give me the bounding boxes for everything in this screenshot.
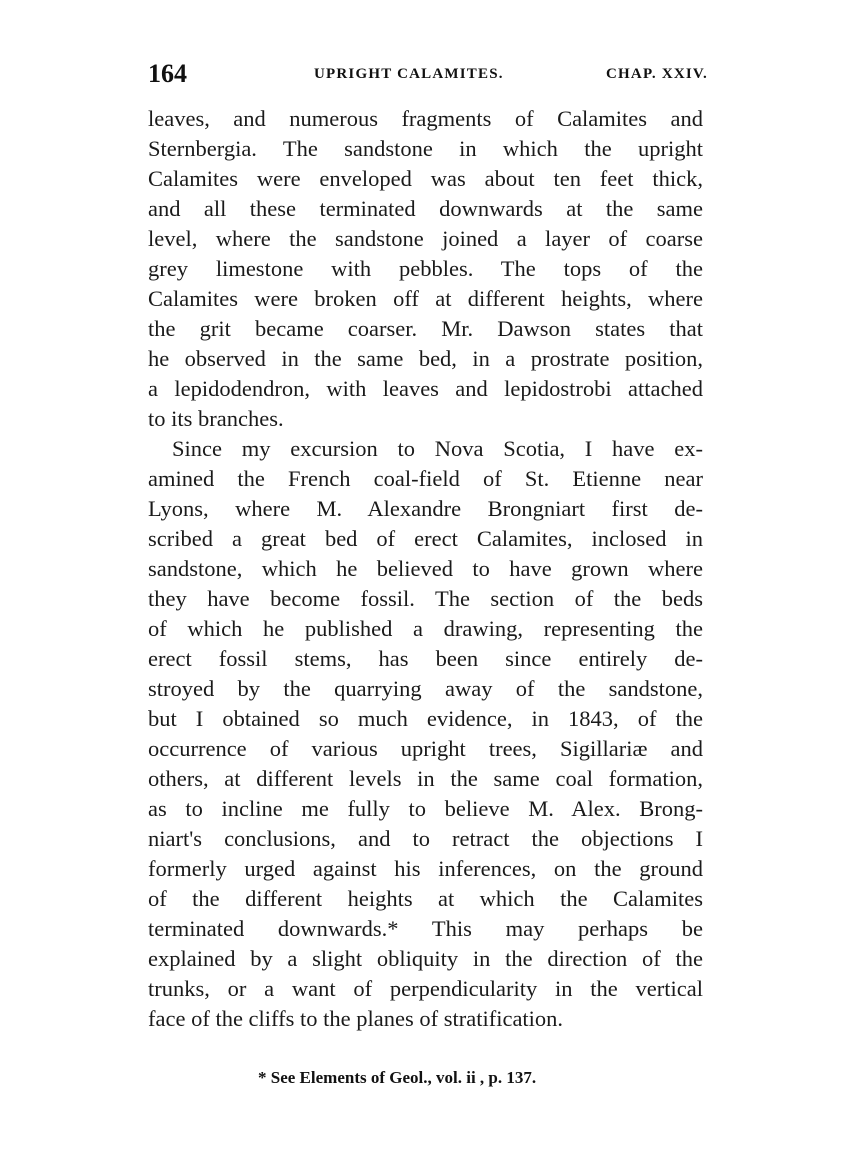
text-line: but I obtained so much evidence, in 1843, of the xyxy=(148,706,703,731)
text-line: level, where the sandstone joined a layer of coarse xyxy=(148,226,703,251)
text-line: as to incline me fully to believe M. Alex. Brong- xyxy=(148,796,703,821)
text-line: sandstone, which he believed to have grown where xyxy=(148,556,703,581)
text-line: scribed a great bed of erect Calamites, inclosed in xyxy=(148,526,703,551)
paragraph-start-line: Since my excursion to Nova Scotia, I have ex- xyxy=(172,436,703,461)
running-title: UPRIGHT CALAMITES. xyxy=(314,66,504,82)
paragraph-end-line: face of the cliffs to the planes of stratification. xyxy=(148,1006,564,1031)
text-line: Calamites were broken off at different heights, where xyxy=(148,286,703,311)
text-line: Lyons, where M. Alexandre Brongniart first de- xyxy=(148,496,703,521)
text-line: he observed in the same bed, in a prostrate position, xyxy=(148,346,703,371)
text-line: erect fossil stems, has been since entirely de- xyxy=(148,646,703,671)
text-line: amined the French coal-field of St. Etienne near xyxy=(148,466,703,491)
text-line: explained by a slight obliquity in the direction of the xyxy=(148,946,703,971)
text-line: of the different heights at which the Calamites xyxy=(148,886,703,911)
text-line: terminated downwards.* This may perhaps be xyxy=(148,916,703,941)
text-line: stroyed by the quarrying away of the sandstone, xyxy=(148,676,703,701)
text-line: niart's conclusions, and to retract the objections I xyxy=(148,826,703,851)
text-line: others, at different levels in the same coal formation, xyxy=(148,766,703,791)
running-head xyxy=(148,56,708,92)
body-text xyxy=(148,104,703,1034)
text-line: occurrence of various upright trees, Sigillariæ and xyxy=(148,736,703,761)
text-line: they have become fossil. The section of the beds xyxy=(148,586,703,611)
paragraph-end-line: to its branches. xyxy=(148,406,284,431)
text-line: and all these terminated downwards at the same xyxy=(148,196,703,221)
text-line: formerly urged against his inferences, on the ground xyxy=(148,856,703,881)
text-line: a lepidodendron, with leaves and lepidostrobi attached xyxy=(148,376,703,401)
text-line: Sternbergia. The sandstone in which the upright xyxy=(148,136,703,161)
text-line: leaves, and numerous fragments of Calamites and xyxy=(148,106,703,131)
text-line: Calamites were enveloped was about ten feet thick, xyxy=(148,166,703,191)
text-line: the grit became coarser. Mr. Dawson states that xyxy=(148,316,703,341)
footnote: * See Elements of Geol., vol. ii , p. 137. xyxy=(258,1068,537,1087)
text-line: trunks, or a want of perpendicularity in the vertical xyxy=(148,976,703,1001)
text-line: of which he published a drawing, representing the xyxy=(148,616,703,641)
chapter-label: CHAP. XXIV. xyxy=(606,66,708,82)
text-line: grey limestone with pebbles. The tops of the xyxy=(148,256,703,281)
page-number: 164 xyxy=(148,59,187,88)
